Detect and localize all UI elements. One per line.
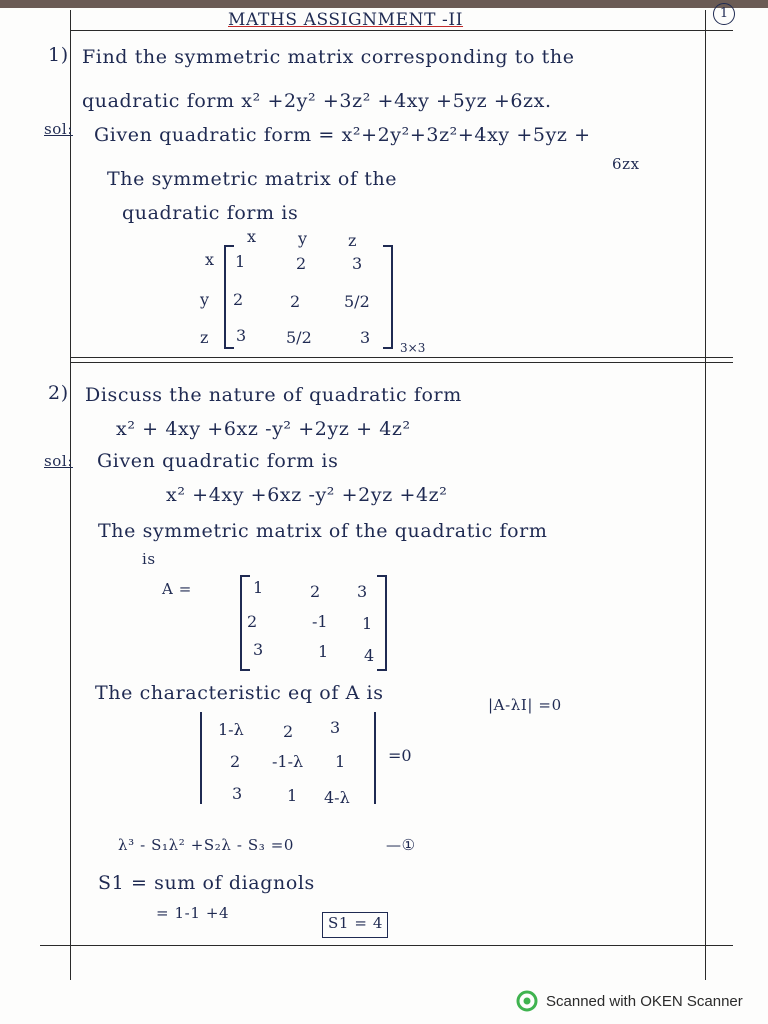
q2-s1-def: S1 = sum of diagnols <box>98 872 315 894</box>
q1-line1: Find the symmetric matrix corresponding to the <box>82 46 575 68</box>
section-divider-bottom <box>70 362 733 363</box>
q2-given: Given quadratic form is <box>97 450 339 472</box>
q1-matrix-cell: 2 <box>296 254 307 273</box>
q2-a-cell: 4 <box>364 646 375 665</box>
q2-s1-result: S1 = 4 <box>328 914 384 932</box>
q2-det-cell: 3 <box>232 784 243 803</box>
q1-matrix-cell: 5/2 <box>344 292 370 311</box>
q2-a-cell: 1 <box>318 642 329 661</box>
q2-det-cell: 4-λ <box>324 788 350 807</box>
q2-given-expr: x² +4xy +6xz -y² +2yz +4z² <box>166 484 448 506</box>
q1-given: Given quadratic form = x²+2y²+3z²+4xy +5yz + <box>94 124 591 146</box>
q1-line2: quadratic form x² +2y² +3z² +4xy +5yz +6zx. <box>82 90 552 112</box>
q2-line2: x² + 4xy +6xz -y² +2yz + 4z² <box>116 418 411 440</box>
scanner-watermark <box>516 989 743 1013</box>
q1-given-cont: 6zx <box>612 155 640 173</box>
q2-sol-label: sol: <box>44 452 73 470</box>
q2-det-left-bar <box>200 712 202 804</box>
scan-top-edge <box>0 0 768 8</box>
q2-a-label: A = <box>162 580 192 598</box>
q1-right-bracket <box>383 245 393 349</box>
q2-cubic: λ³ - S₁λ² +S₂λ - S₃ =0 <box>118 836 295 854</box>
q1-row-header: x <box>205 250 215 269</box>
right-margin-line <box>705 10 706 980</box>
q1-row-header: z <box>200 328 209 347</box>
q2-det-cell: 1 <box>287 786 298 805</box>
q1-matrix-cell: 2 <box>233 290 244 309</box>
q2-is: is <box>142 550 156 568</box>
q2-a-right-bracket <box>377 575 387 671</box>
q1-matrix-cell: 3 <box>360 328 371 347</box>
assignment-title: MATHS ASSIGNMENT -II <box>228 10 464 30</box>
q2-det-cell: 2 <box>230 752 241 771</box>
q2-det-cell: 1 <box>335 752 346 771</box>
bottom-rule <box>40 945 733 946</box>
q1-matrix-cell: 5/2 <box>286 328 312 347</box>
q2-line1: Discuss the nature of quadratic form <box>85 384 462 406</box>
q1-col-header: y <box>298 229 308 248</box>
left-margin-line <box>70 10 71 980</box>
q1-matrix-order: 3×3 <box>400 341 426 355</box>
q2-char-line: The characteristic eq of A is <box>95 682 384 704</box>
q2-a-cell: 2 <box>310 582 321 601</box>
section-divider-top <box>70 357 733 358</box>
q2-a-cell: 3 <box>357 582 368 601</box>
q1-row-header: y <box>200 290 210 309</box>
scanner-text: Scanned with OKEN Scanner <box>546 992 743 1010</box>
q2-det-cell: 1-λ <box>218 720 244 739</box>
q2-a-cell: 1 <box>253 578 264 597</box>
page-number: 1 <box>713 3 735 25</box>
oken-logo-icon <box>516 990 538 1012</box>
q2-det-eq: =0 <box>388 746 412 765</box>
q1-matrix-cell: 2 <box>290 292 301 311</box>
q2-det-cell: 3 <box>330 718 341 737</box>
header-rule <box>70 30 733 31</box>
q1-col-header: z <box>348 231 357 250</box>
q2-det-right-bar <box>374 712 376 804</box>
q2-a-cell: 2 <box>247 612 258 631</box>
q2-a-cell: 1 <box>362 614 373 633</box>
q1-number: 1) <box>48 44 69 66</box>
q2-sym-line: The symmetric matrix of the quadratic form <box>98 520 548 542</box>
q2-s1-calc: = 1-1 +4 <box>156 904 230 922</box>
q2-char-eq: |A-λI| =0 <box>488 696 562 714</box>
q1-col-header: x <box>247 227 257 246</box>
q1-sol-label: sol: <box>44 120 73 138</box>
q1-matrix-cell: 1 <box>235 252 246 271</box>
q2-cubic-ref: —① <box>386 836 416 854</box>
q1-matrix-intro2: quadratic form is <box>122 202 299 224</box>
q1-matrix-intro1: The symmetric matrix of the <box>107 168 398 190</box>
q1-matrix-cell: 3 <box>352 254 363 273</box>
q2-det-cell: 2 <box>283 722 294 741</box>
q2-number: 2) <box>48 382 69 404</box>
q1-matrix-cell: 3 <box>236 326 247 345</box>
q2-a-cell: 3 <box>253 640 264 659</box>
q2-det-cell: -1-λ <box>272 752 304 771</box>
q2-a-cell: -1 <box>312 612 328 631</box>
